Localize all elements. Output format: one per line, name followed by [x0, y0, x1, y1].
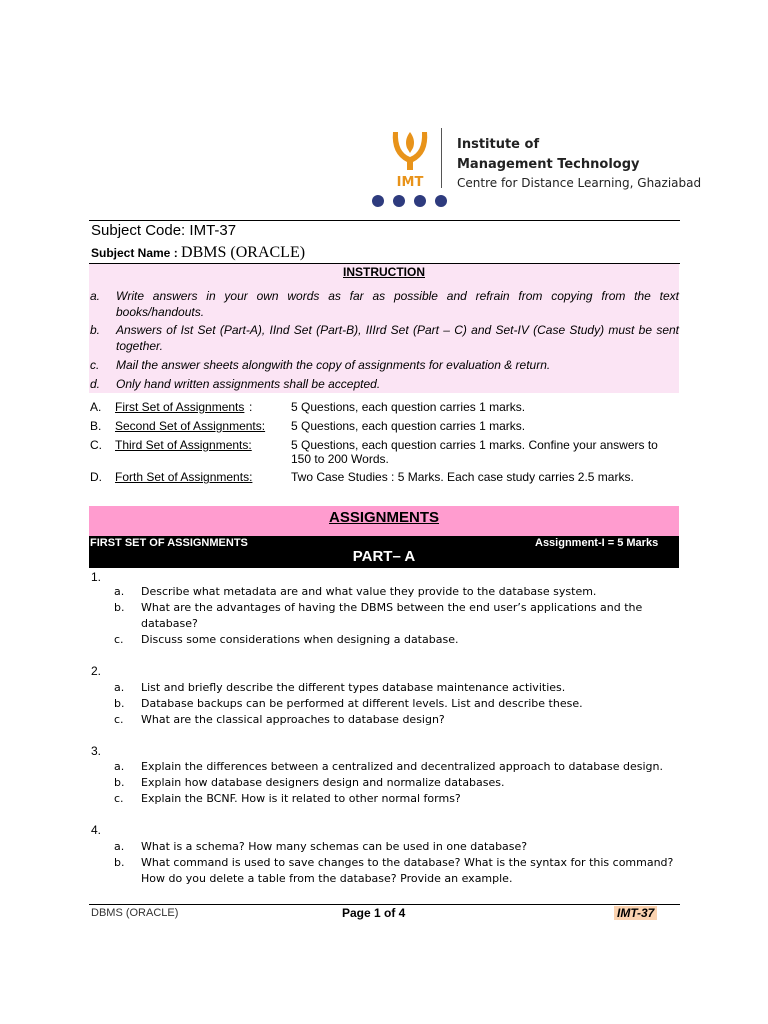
instruction-text: Mail the answer sheets alongwith the copy of assignments for evaluation & return. [116, 358, 551, 372]
question-number: 2. [91, 664, 102, 678]
question-letter: c. [114, 792, 124, 805]
footer-rule [89, 904, 680, 905]
question-letter: c. [114, 713, 124, 726]
question-text: What is a schema? How many schemas can be used in one database? [141, 840, 528, 853]
question-letter: a. [114, 760, 125, 773]
set-letter: A. [90, 400, 102, 414]
set-desc: Two Case Studies : 5 Marks. Each case study carries 2.5 marks. [291, 470, 634, 484]
instruction-letter: c. [90, 358, 100, 372]
set-name: Second Set of Assignments: [115, 419, 266, 433]
institute-line-2: Management Technology [457, 157, 640, 172]
set-letter: D. [90, 470, 102, 484]
instruction-item [89, 288, 679, 320]
question-text: Discuss some considerations when designing a database. [141, 633, 459, 646]
institute-line-1: Institute of [457, 137, 540, 152]
set-desc: 5 Questions, each question carries 1 marks. [291, 419, 526, 433]
question-letter: b. [114, 697, 125, 710]
question-letter: a. [114, 585, 125, 598]
subject-code [91, 222, 236, 239]
instruction-text: Only hand written assignments shall be accepted. [116, 377, 381, 391]
question-letter: b. [114, 856, 125, 869]
instruction-text: Answers of Ist Set (Part-A), IInd Set (Part-B), IIIrd Set (Part – C) and Set-IV (Case Study) must be sent together. [116, 323, 679, 353]
question-text: Explain the differences between a centralized and decentralized approach to database design. [141, 760, 663, 773]
institute-line-3: Centre for Distance Learning, Ghaziabad [457, 176, 702, 190]
dot [414, 195, 426, 207]
instruction-letter: d. [90, 377, 101, 391]
question-text: Database backups can be performed at different levels. List and describe these. [141, 697, 583, 710]
question-text: Explain how database designers design and normalize databases. [141, 776, 505, 789]
instruction-item [89, 357, 679, 373]
subject-name-label: Subject Name : [91, 246, 178, 260]
question-text: What command is used to save changes to the database? What is the syntax for this command?How do you delete a table from the database? Provide an example. [141, 856, 674, 885]
question-text: Describe what metadata are and what value they provide to the database system. [141, 585, 597, 598]
question-number: 4. [91, 823, 102, 837]
instruction-item [89, 322, 679, 354]
question-number: 1. [91, 570, 102, 584]
header-rule [89, 220, 680, 221]
subject-name [91, 244, 305, 262]
marks-label: Assignment-I = 5 Marks [535, 537, 659, 549]
part-a-title: PART– A [352, 548, 416, 565]
dot [372, 195, 384, 207]
subject-code-value: IMT-37 [189, 222, 237, 239]
assignments-title: ASSIGNMENTS [328, 509, 439, 526]
set-desc: 5 Questions, each question carries 1 marks. [291, 400, 526, 414]
logo-dots [372, 195, 447, 207]
set-name: Forth Set of Assignments: [115, 470, 253, 484]
set-name: Third Set of Assignments: [115, 438, 252, 452]
question-letter: b. [114, 601, 125, 614]
dot [435, 195, 447, 207]
question-text: Explain the BCNF. How is it related to other normal forms? [141, 792, 461, 805]
instruction-letter: a. [90, 289, 101, 303]
footer-subject: DBMS (ORACLE) [91, 907, 179, 919]
set-name: First Set of Assignments [115, 400, 245, 414]
logo-text: IMT [396, 175, 424, 190]
set-desc: 5 Questions, each question carries 1 marks. Confine your answers to 150 to 200 Words. [291, 438, 658, 466]
first-set-label: FIRST SET OF ASSIGNMENTS [90, 537, 248, 549]
set-name-sep: : [249, 400, 253, 414]
question-letter: a. [114, 840, 125, 853]
imt-logo-emblem [387, 126, 433, 190]
set-letter: B. [90, 419, 102, 433]
question-text: What are the classical approaches to database design? [141, 713, 445, 726]
footer-code: IMT-37 [614, 906, 657, 920]
question-letter: b. [114, 776, 125, 789]
subject-code-label: Subject Code: [91, 222, 186, 239]
logo-separator [441, 128, 442, 188]
question-text: List and briefly describe the different types database maintenance activities. [141, 681, 566, 694]
subject-name-value: DBMS (ORACLE) [181, 244, 306, 261]
question-letter: a. [114, 681, 125, 694]
footer-page-number: Page 1 of 4 [342, 906, 406, 920]
instruction-item [89, 376, 679, 392]
question-text: What are the advantages of having the DBMS between the end user’s applications and the database? [141, 601, 643, 630]
instruction-letter: b. [90, 323, 101, 337]
dot [393, 195, 405, 207]
instruction-text: Write answers in your own words as far as possible and refrain from copying from the text books/handouts. [116, 289, 679, 319]
question-number: 3. [91, 744, 102, 758]
instruction-top-rule [89, 263, 680, 264]
instruction-title: INSTRUCTION [343, 265, 425, 279]
question-letter: c. [114, 633, 124, 646]
set-letter: C. [90, 438, 102, 452]
